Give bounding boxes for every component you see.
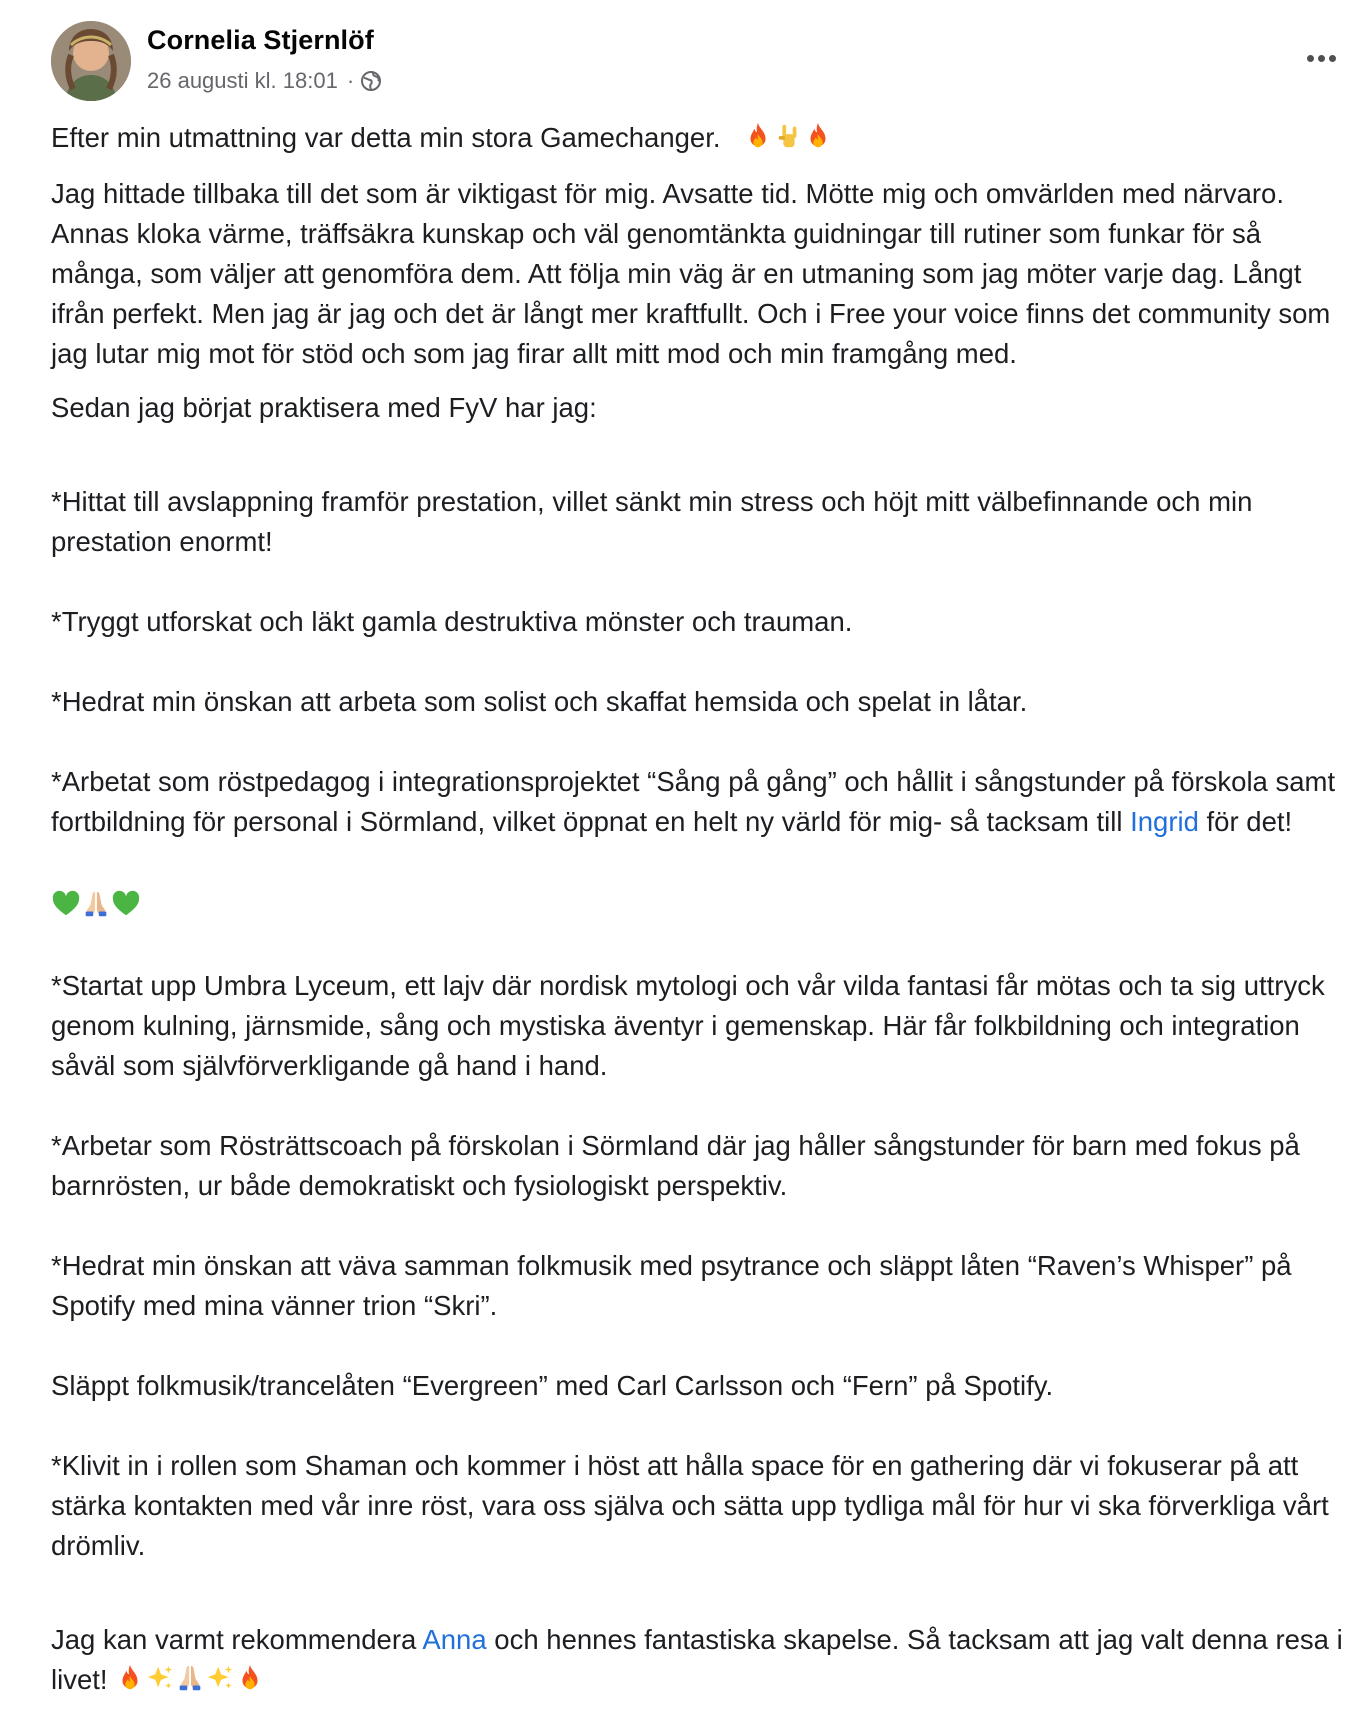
achievements-list: [51, 442, 1351, 1606]
sparkles-emoji: [205, 1663, 235, 1693]
fire-emoji: [743, 121, 773, 151]
fire-emoji: [235, 1663, 265, 1693]
list-item-text: för det!: [1198, 806, 1293, 837]
post-body: [51, 118, 1351, 1714]
avatar[interactable]: [51, 21, 131, 101]
more-options-icon[interactable]: [1301, 43, 1341, 73]
intro-text: Efter min utmattning var detta min stora Gamechanger.: [51, 122, 721, 153]
author-name[interactable]: Cornelia Stjernlöf: [147, 25, 374, 55]
dot: [1329, 55, 1336, 62]
avatar-photo: [51, 21, 131, 101]
paragraph-recommend: [51, 1620, 1351, 1700]
green-heart-emoji: [111, 889, 141, 919]
green-heart-emoji: [51, 889, 81, 919]
paragraph-since: Sedan jag börjat praktisera med FyV har jag:: [51, 392, 597, 423]
list-item: *Hittat till avslappning framför prestation, villet sänkt min stress och höjt mitt välbefinnande och min prestation enormt!: [51, 486, 1253, 557]
paragraph-story: Jag hittade tillbaka till det som är viktigast för mig. Avsatte tid. Mötte mig och omvärlden med närvaro. Annas kloka värme, träffsäkra kunskap och väl genomtänkta guidningar till rutiner som funkar för så många, som väljer att genomföra dem. Att följa min väg är en utmaning som jag möter varje dag. Långt ifrån perfekt. Men jag är jag och det är långt mer kraftfullt. Och i Free your voice finns det community som jag lutar mig mot för stöd och som jag firar allt mitt mod och min framgång med.: [51, 178, 1331, 369]
list-item: *Hedrat min önskan att väva samman folkmusik med psytrance och släppt låten “Raven’s Whisper” på Spotify med mina vänner trion “Skri”.: [51, 1250, 1292, 1321]
post-meta: [147, 68, 382, 94]
list-item: *Arbetar som Rösträttscoach på förskolan i Sörmland där jag håller sångstunder för barn med fokus på barnrösten, ur både demokratiskt och fysiologiskt perspektiv.: [51, 1130, 1300, 1201]
list-item: [51, 762, 1351, 842]
post-header: [51, 21, 1341, 103]
list-item-text: *Arbetat som röstpedagog i integrationsprojektet “Sång på gång” och hållit i sångstunder på förskola samt fortbildning för personal i Sörmland, vilket öppnat en helt ny värld för mig- så tacksam till: [51, 766, 1336, 837]
fire-emoji: [803, 121, 833, 151]
rock-hand-emoji: [773, 121, 803, 151]
paragraph-intro: [51, 118, 1351, 158]
mention-ingrid-link[interactable]: Ingrid: [1130, 806, 1199, 837]
mention-anna-link[interactable]: Anna: [422, 1624, 487, 1655]
list-item: *Startat upp Umbra Lyceum, ett lajv där nordisk mytologi och vår vilda fantasi får mötas och ta sig uttryck genom kulning, järnsmide, sång och mystiska äventyr i gemenskap. Här får folkbildning och integration såväl som självförverkligande gå hand i hand.: [51, 970, 1325, 1081]
dot: [1318, 55, 1325, 62]
list-item: *Klivit in i rollen som Shaman och kommer i höst att hålla space för en gathering där vi fokuserar på att stärka kontakten med vår inre röst, vara oss själva och sätta upp tydliga mål för hur vi ska förverkliga vårt drömliv.: [51, 1450, 1329, 1561]
meta-separator: ·: [346, 68, 355, 93]
fire-emoji: [115, 1663, 145, 1693]
sparkles-emoji: [145, 1663, 175, 1693]
dot: [1307, 55, 1314, 62]
praying-hands-emoji: [175, 1663, 205, 1693]
list-item: Släppt folkmusik/trancelåten “Evergreen” med Carl Carlsson och “Fern” på Spotify.: [51, 1370, 1054, 1401]
post-timestamp[interactable]: 26 augusti kl. 18:01: [147, 68, 338, 93]
praying-hands-emoji: [81, 889, 111, 919]
globe-icon[interactable]: [360, 70, 382, 92]
emoji-row: [51, 882, 1351, 926]
list-item: *Tryggt utforskat och läkt gamla destruktiva mönster och trauman.: [51, 606, 853, 637]
recommend-text: Jag kan varmt rekommendera: [51, 1624, 423, 1655]
list-item: *Hedrat min önskan att arbeta som solist och skaffat hemsida och spelat in låtar.: [51, 686, 1028, 717]
recommend-text: och hennes fantastiska skapelse. Så tacksam att jag valt denna resa i livet!: [51, 1624, 1343, 1695]
